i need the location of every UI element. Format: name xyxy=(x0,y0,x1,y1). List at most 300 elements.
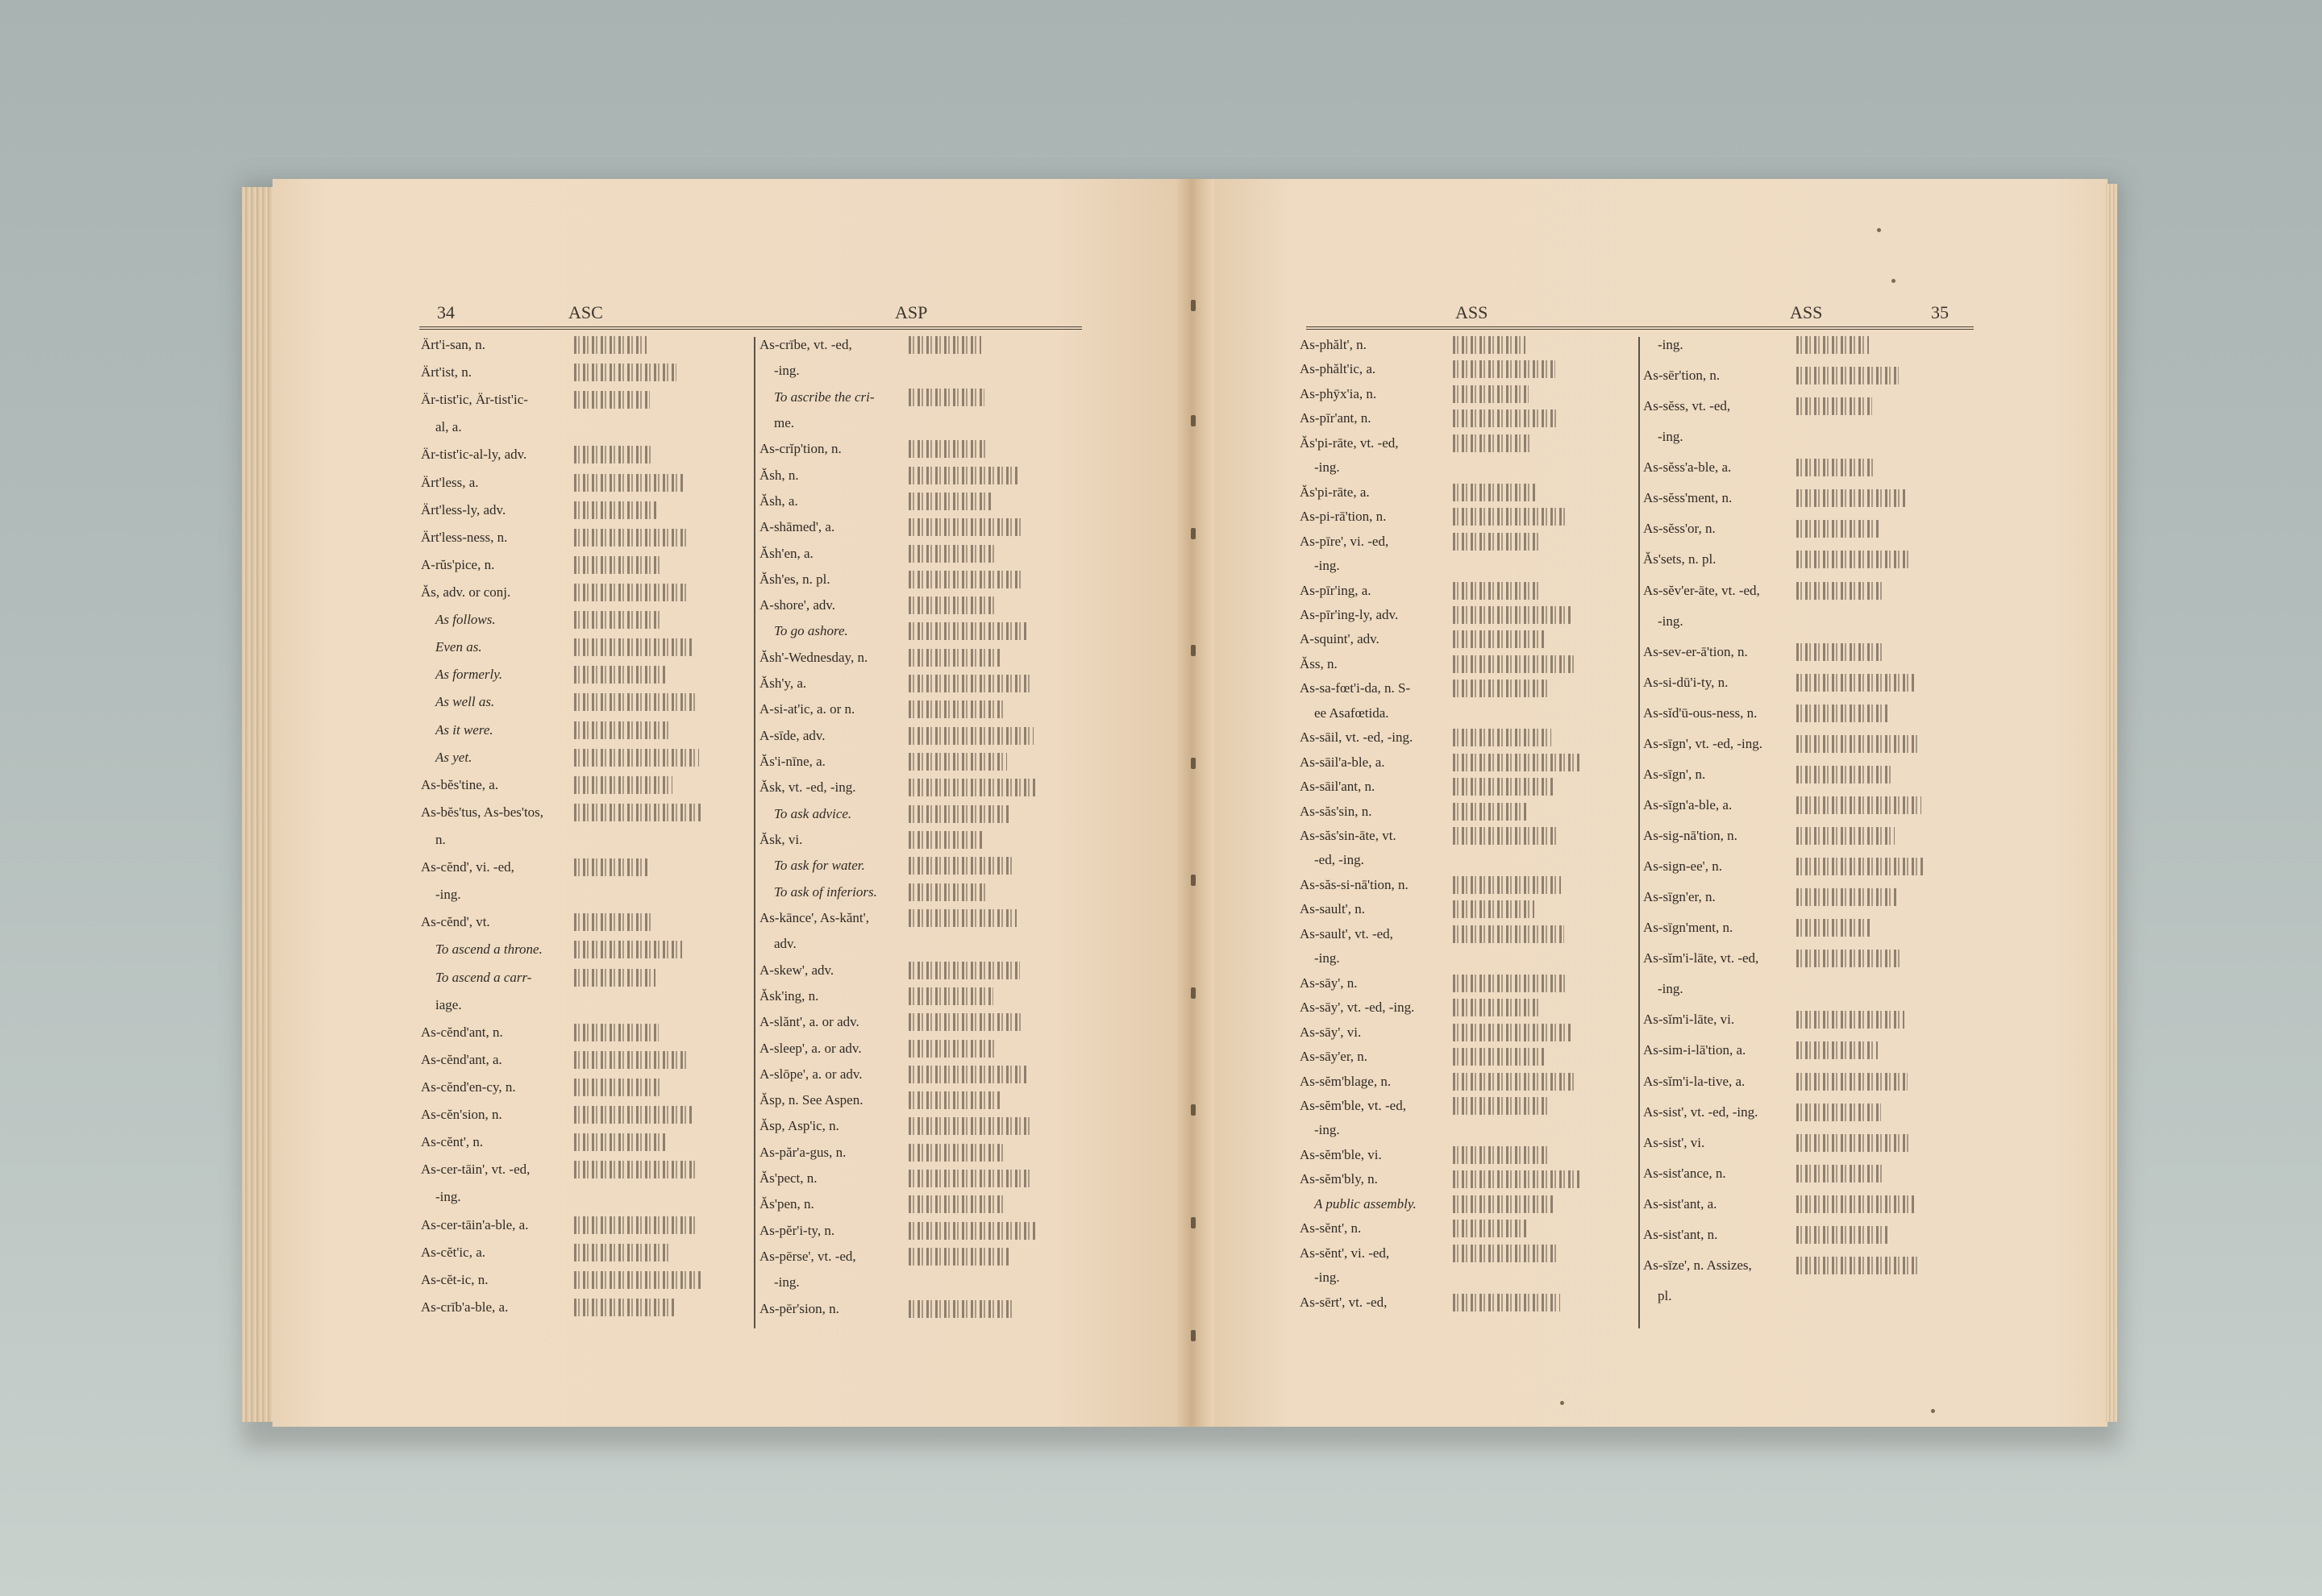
dictionary-entry: -ing. xyxy=(1658,429,1683,445)
left-header-rule xyxy=(419,326,1082,330)
dictionary-entry: Är-tist'ic-al-ly, adv. xyxy=(421,447,527,463)
dictionary-entry: As-sa-fœt'i-da, n. S- xyxy=(1300,680,1411,696)
japanese-gloss xyxy=(909,440,988,458)
dictionary-entry: As-sĕv'er-āte, vt. -ed, xyxy=(1643,582,1760,598)
left-page-number: 34 xyxy=(437,302,455,322)
japanese-gloss xyxy=(1796,520,1879,538)
japanese-gloss xyxy=(574,474,683,492)
japanese-gloss xyxy=(1453,680,1548,697)
dictionary-entry: -ing. xyxy=(1314,1270,1340,1286)
dictionary-entry: As-săs-si-nā'tion, n. xyxy=(1300,876,1409,892)
japanese-gloss xyxy=(574,1216,698,1234)
dictionary-entry: A-sīde, adv. xyxy=(759,727,826,743)
dictionary-entry: As-cer-tāin'a-ble, a. xyxy=(421,1216,529,1232)
japanese-gloss xyxy=(909,987,993,1005)
dictionary-entry: A-sleep', a. or adv. xyxy=(759,1040,862,1056)
dictionary-entry: Ăsk'ing, n. xyxy=(759,987,819,1004)
dictionary-entry: As-pi-rā'tion, n. xyxy=(1300,509,1387,525)
japanese-gloss xyxy=(574,969,655,987)
japanese-gloss xyxy=(1453,975,1567,992)
japanese-gloss xyxy=(1453,925,1564,943)
dictionary-entry: Ăsk, vt. -ed, -ing. xyxy=(759,779,856,796)
dictionary-entry: As-sĕm'ble, vi. xyxy=(1300,1146,1382,1162)
japanese-gloss xyxy=(1796,1103,1881,1121)
japanese-gloss xyxy=(574,501,656,519)
dictionary-entry: As-sault', vt. -ed, xyxy=(1300,925,1393,941)
japanese-gloss xyxy=(1796,1165,1884,1182)
japanese-gloss xyxy=(909,1195,1006,1213)
left-running-head-start: ASC xyxy=(568,302,603,322)
japanese-gloss xyxy=(909,649,1001,667)
dictionary-entry: Ăs'sets, n. pl. xyxy=(1643,551,1717,567)
dictionary-entry: As-sist', vi. xyxy=(1643,1134,1705,1150)
japanese-gloss xyxy=(1453,1048,1544,1066)
dictionary-entry: To ascend a carr- xyxy=(435,969,532,985)
binding-stitch xyxy=(1191,1217,1196,1228)
dictionary-entry: As-sĕss'ment, n. xyxy=(1643,490,1733,506)
japanese-gloss xyxy=(909,675,1030,692)
binding-stitch xyxy=(1191,987,1196,999)
japanese-gloss xyxy=(574,336,647,354)
japanese-gloss xyxy=(1796,336,1869,354)
binding-stitch xyxy=(1191,528,1196,539)
dictionary-entry: As-cĕnd'ant, a. xyxy=(421,1051,502,1067)
japanese-gloss xyxy=(1453,754,1581,771)
dictionary-entry: Ăsh'-Wednesday, n. xyxy=(759,649,868,665)
dictionary-entry: A-si-at'ic, a. or n. xyxy=(759,701,855,717)
dictionary-entry: As follows. xyxy=(435,612,496,628)
japanese-gloss xyxy=(574,446,653,463)
dictionary-entry: As-sim-i-lā'tion, a. xyxy=(1643,1042,1746,1058)
japanese-gloss xyxy=(574,391,650,409)
dictionary-entry: As-cĕnd', vt. xyxy=(421,914,490,930)
dictionary-entry: As-sāil'a-ble, a. xyxy=(1300,754,1385,770)
dictionary-entry: As-sĭm'i-la-tive, a. xyxy=(1643,1073,1746,1089)
left-column-divider xyxy=(754,337,755,1328)
japanese-gloss xyxy=(1453,729,1551,746)
dictionary-entry: As-săs'sin, n. xyxy=(1300,803,1372,819)
dictionary-entry: To ascend a throne. xyxy=(435,941,543,958)
dictionary-entry: As-sīgn', vt. -ed, -ing. xyxy=(1643,735,1763,751)
dictionary-entry: Ärt'less-ly, adv. xyxy=(421,501,506,517)
japanese-gloss xyxy=(1453,409,1558,427)
japanese-gloss xyxy=(1796,1226,1887,1244)
japanese-gloss xyxy=(574,776,672,794)
japanese-gloss xyxy=(1453,630,1545,648)
dictionary-entry: As-phălt'ic, a. xyxy=(1300,361,1376,377)
japanese-gloss xyxy=(1453,1170,1580,1188)
dictionary-entry: As-sault', n. xyxy=(1300,901,1365,917)
japanese-gloss xyxy=(1453,385,1529,403)
paper-speck xyxy=(1931,1409,1935,1413)
japanese-gloss xyxy=(574,749,699,767)
dictionary-entry: As-sēr'tion, n. xyxy=(1643,368,1721,384)
dictionary-entry: As-sĭd'ū-ous-ness, n. xyxy=(1643,704,1758,721)
dictionary-entry: Ärt'i-san, n. xyxy=(421,337,486,352)
japanese-gloss xyxy=(909,883,987,901)
japanese-gloss xyxy=(909,831,984,849)
dictionary-entry: As-sīze', n. Assizes, xyxy=(1643,1257,1752,1273)
japanese-gloss xyxy=(574,638,693,656)
dictionary-entry: -ing. xyxy=(435,887,461,903)
dictionary-entry: Ăss, n. xyxy=(1300,655,1338,671)
right-page-header xyxy=(1306,302,1967,330)
dictionary-entry: As-sist', vt. -ed, -ing. xyxy=(1643,1103,1758,1120)
dictionary-entry: -ing. xyxy=(1658,337,1683,352)
dictionary-entry: To ask for water. xyxy=(774,858,865,874)
dictionary-entry: Ärt'ist, n. xyxy=(421,364,472,380)
dictionary-entry: As formerly. xyxy=(435,667,503,683)
dictionary-entry: Ăs'i-nīne, a. xyxy=(759,754,826,770)
dictionary-entry: As-sĕm'ble, vt. -ed, xyxy=(1300,1097,1406,1113)
dictionary-entry: As-cĕnt', n. xyxy=(421,1134,484,1150)
japanese-gloss xyxy=(909,753,1007,771)
dictionary-entry: To go ashore. xyxy=(774,623,848,639)
dictionary-entry: Ăsh'y, a. xyxy=(759,675,807,692)
japanese-gloss xyxy=(1796,489,1905,507)
japanese-gloss xyxy=(1453,1195,1554,1213)
dictionary-entry: As-sāy', vi. xyxy=(1300,1024,1362,1040)
binding-stitch xyxy=(1191,1330,1196,1341)
dictionary-entry: As-sist'ant, n. xyxy=(1643,1226,1718,1242)
dictionary-entry: -ing. xyxy=(774,363,800,379)
dictionary-entry: Ăsh'es, n. pl. xyxy=(759,571,830,587)
dictionary-entry: n. xyxy=(435,832,446,847)
dictionary-entry: As-sīgn', n. xyxy=(1643,766,1706,782)
dictionary-entry: As-pĕr'i-ty, n. xyxy=(759,1222,835,1238)
dictionary-entry: iage. xyxy=(435,996,462,1012)
japanese-gloss xyxy=(574,666,666,684)
japanese-gloss xyxy=(1453,606,1571,624)
japanese-gloss xyxy=(909,909,1017,927)
japanese-gloss xyxy=(1796,950,1901,967)
japanese-gloss xyxy=(909,518,1021,536)
dictionary-entry: As-cĕt'ic, a. xyxy=(421,1244,485,1260)
japanese-gloss xyxy=(574,721,669,739)
japanese-gloss xyxy=(574,611,663,629)
dictionary-entry: As-sāy', n. xyxy=(1300,975,1358,991)
japanese-gloss xyxy=(1453,508,1565,526)
dictionary-entry: To ask of inferiors. xyxy=(774,883,877,900)
japanese-gloss xyxy=(909,1013,1023,1031)
japanese-gloss xyxy=(1796,397,1872,415)
japanese-gloss xyxy=(909,1117,1030,1135)
dictionary-entry: -ed, -ing. xyxy=(1314,852,1364,868)
japanese-gloss xyxy=(1453,1245,1557,1262)
page-edges-left xyxy=(242,187,274,1422)
japanese-gloss xyxy=(1453,1097,1547,1115)
japanese-gloss xyxy=(1453,582,1542,600)
dictionary-entry: As-cer-tāin', vt. -ed, xyxy=(421,1162,531,1178)
japanese-gloss xyxy=(909,596,997,614)
dictionary-entry: A-shore', adv. xyxy=(759,597,836,613)
dictionary-entry: Ăsh, a. xyxy=(759,493,798,509)
japanese-gloss xyxy=(574,1106,692,1124)
dictionary-entry: Ăsk, vi. xyxy=(759,832,803,847)
dictionary-entry: As-sĭm'i-lāte, vi. xyxy=(1643,1012,1735,1028)
dictionary-entry: As-sāy'er, n. xyxy=(1300,1049,1368,1065)
dictionary-entry: A-slănt', a. or adv. xyxy=(759,1014,859,1030)
japanese-gloss xyxy=(574,556,660,574)
japanese-gloss xyxy=(909,622,1027,640)
dictionary-entry: As-sist'ant, a. xyxy=(1643,1195,1717,1212)
dictionary-entry: Ärt'less-ness, n. xyxy=(421,529,508,545)
dictionary-entry: -ing. xyxy=(435,1189,461,1205)
dictionary-entry: -ing. xyxy=(1314,1122,1340,1138)
japanese-gloss xyxy=(909,1248,1009,1266)
japanese-gloss xyxy=(909,1170,1033,1187)
japanese-gloss xyxy=(574,913,652,931)
dictionary-entry: As it were. xyxy=(435,721,493,738)
dictionary-entry: As-pīr'ing, a. xyxy=(1300,582,1371,598)
dictionary-entry: -ing. xyxy=(1658,981,1683,997)
dictionary-entry: Ăs'pi-rāte, vt. -ed, xyxy=(1300,434,1399,451)
japanese-gloss xyxy=(1453,803,1528,821)
dictionary-entry: As-sĕss'or, n. xyxy=(1643,521,1716,537)
right-header-rule xyxy=(1306,326,1974,330)
dictionary-entry: As-kānce', As-kănt', xyxy=(759,909,869,925)
japanese-gloss xyxy=(909,805,1010,823)
dictionary-entry: As-sig-nā'tion, n. xyxy=(1643,828,1737,843)
japanese-gloss xyxy=(1453,876,1561,894)
dictionary-entry: Ăsh, n. xyxy=(759,467,799,483)
japanese-gloss xyxy=(1453,655,1575,673)
dictionary-entry: As-pīr'ing-ly, adv. xyxy=(1300,606,1399,622)
dictionary-entry: As-pīre', vi. -ed, xyxy=(1300,533,1389,549)
dictionary-entry: Ăsp, n. See Aspen. xyxy=(759,1092,863,1108)
dictionary-entry: As-sāy', vt. -ed, -ing. xyxy=(1300,1000,1415,1016)
dictionary-entry: -ing. xyxy=(1658,613,1683,629)
dictionary-entry: A-squint', adv. xyxy=(1300,631,1379,647)
japanese-gloss xyxy=(909,1144,1003,1162)
dictionary-entry: As-sĕm'blage, n. xyxy=(1300,1073,1392,1089)
dictionary-entry: As-sērt', vt. -ed, xyxy=(1300,1294,1388,1310)
dictionary-entry: As-sīgn'er, n. xyxy=(1643,889,1716,905)
dictionary-entry: As-cĕt-ic, n. xyxy=(421,1271,489,1287)
japanese-gloss xyxy=(909,1066,1026,1083)
japanese-gloss xyxy=(1453,999,1541,1016)
dictionary-entry: As-sev-er-ā'tion, n. xyxy=(1643,643,1748,659)
dictionary-entry: As well as. xyxy=(435,694,495,710)
dictionary-entry: As-crībe, vt. -ed, xyxy=(759,337,852,352)
right-column-divider xyxy=(1638,337,1640,1328)
dictionary-entry: Ăsh'en, a. xyxy=(759,545,814,561)
dictionary-entry: As-pīr'ant, n. xyxy=(1300,410,1371,426)
japanese-gloss xyxy=(1453,1294,1560,1311)
japanese-gloss xyxy=(909,336,981,354)
dictionary-entry: ee Asafœtida. xyxy=(1314,704,1389,721)
paper-speck xyxy=(1891,279,1895,283)
japanese-gloss xyxy=(1796,888,1898,906)
dictionary-entry: As-bĕs'tus, As-bes'tos, xyxy=(421,804,544,820)
dictionary-entry: As-sign-ee', n. xyxy=(1643,858,1722,875)
dictionary-entry: -ing. xyxy=(1314,459,1340,476)
binding-stitch xyxy=(1191,758,1196,769)
dictionary-entry: As-sist'ance, n. xyxy=(1643,1165,1726,1181)
dictionary-entry: As yet. xyxy=(435,749,472,765)
dictionary-entry: As-sĕm'bly, n. xyxy=(1300,1171,1378,1187)
dictionary-entry: Ăs'pi-rāte, a. xyxy=(1300,484,1370,500)
dictionary-entry: As-si-dū'i-ty, n. xyxy=(1643,674,1729,690)
japanese-gloss xyxy=(1796,674,1915,692)
dictionary-entry: A-slōpe', a. or adv. xyxy=(759,1066,863,1082)
japanese-gloss xyxy=(909,389,984,406)
dictionary-entry: -ing. xyxy=(774,1274,800,1291)
japanese-gloss xyxy=(574,1079,662,1096)
dictionary-entry: As-sĕnt', n. xyxy=(1300,1220,1362,1236)
binding-stitch xyxy=(1191,645,1196,656)
japanese-gloss xyxy=(574,364,676,381)
dictionary-entry: As-cĕn'sion, n. xyxy=(421,1107,502,1123)
dictionary-entry: To ask advice. xyxy=(774,805,852,821)
dictionary-entry: -ing. xyxy=(1314,950,1340,966)
japanese-gloss xyxy=(1796,551,1908,568)
japanese-gloss xyxy=(574,804,702,821)
dictionary-entry: As-cĕnd', vi. -ed, xyxy=(421,859,514,875)
dictionary-entry: A public assembly. xyxy=(1314,1195,1417,1212)
japanese-gloss xyxy=(1453,900,1534,918)
japanese-gloss xyxy=(1796,1257,1917,1274)
japanese-gloss xyxy=(574,584,689,601)
japanese-gloss xyxy=(574,1299,675,1316)
dictionary-entry: As-sāil, vt. -ed, -ing. xyxy=(1300,729,1413,746)
japanese-gloss xyxy=(909,467,1017,484)
dictionary-entry: As-cĕnd'ant, n. xyxy=(421,1024,503,1040)
japanese-gloss xyxy=(1796,1041,1878,1059)
paper-speck xyxy=(1877,228,1881,232)
dictionary-entry: As-sāil'ant, n. xyxy=(1300,779,1375,795)
dictionary-entry: As-sĭm'i-lāte, vt. -ed, xyxy=(1643,950,1759,966)
dictionary-entry: As-sīgn'a-ble, a. xyxy=(1643,796,1733,813)
binding-stitch xyxy=(1191,875,1196,886)
japanese-gloss xyxy=(1453,434,1532,452)
japanese-gloss xyxy=(909,571,1024,588)
dictionary-entry: A-rŭs'pice, n. xyxy=(421,556,495,572)
dictionary-entry: To ascribe the cri- xyxy=(774,389,875,405)
japanese-gloss xyxy=(909,962,1020,979)
japanese-gloss xyxy=(909,857,1013,875)
japanese-gloss xyxy=(1796,766,1891,783)
japanese-gloss xyxy=(1796,1134,1911,1152)
japanese-gloss xyxy=(574,1244,672,1261)
japanese-gloss xyxy=(1796,858,1925,875)
japanese-gloss xyxy=(574,1024,659,1041)
dictionary-entry: Ăsp, Asp'ic, n. xyxy=(759,1118,839,1134)
japanese-gloss xyxy=(909,545,994,563)
japanese-gloss xyxy=(1453,1220,1527,1237)
japanese-gloss xyxy=(1796,1195,1914,1213)
dictionary-entry: -ing. xyxy=(1314,558,1340,574)
dictionary-entry: As-sīgn'ment, n. xyxy=(1643,920,1733,936)
japanese-gloss xyxy=(1453,360,1555,378)
dictionary-entry: Ăs'pect, n. xyxy=(759,1170,818,1187)
japanese-gloss xyxy=(1453,1073,1574,1091)
japanese-gloss xyxy=(1453,827,1558,845)
japanese-gloss xyxy=(574,1133,665,1151)
japanese-gloss xyxy=(1796,1011,1904,1029)
dictionary-entry: Ăs'pen, n. xyxy=(759,1196,814,1212)
dictionary-entry: adv. xyxy=(774,936,797,952)
japanese-gloss xyxy=(574,1161,695,1178)
paper-speck xyxy=(1560,1401,1564,1405)
japanese-gloss xyxy=(1453,336,1525,354)
right-running-head-end: ASS xyxy=(1790,302,1823,322)
japanese-gloss xyxy=(574,1051,689,1069)
dictionary-entry: A-shāmed', a. xyxy=(759,519,835,535)
dictionary-entry: As-bĕs'tine, a. xyxy=(421,776,499,792)
dictionary-entry: As-crĭp'tion, n. xyxy=(759,441,842,457)
binding-stitch xyxy=(1191,415,1196,426)
japanese-gloss xyxy=(1796,459,1875,476)
dictionary-entry: As-sĕss, vt. -ed, xyxy=(1643,398,1731,414)
japanese-gloss xyxy=(1796,643,1885,661)
dictionary-entry: Ăs, adv. or conj. xyxy=(421,584,511,600)
japanese-gloss xyxy=(909,1300,1013,1318)
japanese-gloss xyxy=(909,1040,997,1058)
dictionary-entry: al, a. xyxy=(435,419,462,435)
japanese-gloss xyxy=(574,529,686,547)
binding-stitch xyxy=(1191,300,1196,311)
japanese-gloss xyxy=(1796,919,1871,937)
book-spine xyxy=(1177,179,1214,1427)
binding-stitch xyxy=(1191,1104,1196,1116)
japanese-gloss xyxy=(1796,735,1918,753)
japanese-gloss xyxy=(909,1091,1000,1109)
japanese-gloss xyxy=(1453,533,1538,551)
japanese-gloss xyxy=(1796,704,1888,722)
japanese-gloss xyxy=(574,858,649,876)
japanese-gloss xyxy=(1796,796,1921,814)
dictionary-entry: Ärt'less, a. xyxy=(421,474,479,490)
japanese-gloss xyxy=(1796,582,1882,600)
right-page-number: 35 xyxy=(1931,302,1949,322)
japanese-gloss xyxy=(909,1222,1036,1240)
japanese-gloss xyxy=(1453,1146,1550,1164)
page-edges-right xyxy=(2106,184,2117,1422)
dictionary-entry: As-pēr'sion, n. xyxy=(759,1300,839,1316)
dictionary-entry: As-crīb'a-ble, a. xyxy=(421,1299,509,1315)
dictionary-entry: As-phȳx'ia, n. xyxy=(1300,385,1377,401)
dictionary-entry: As-sĕss'a-ble, a. xyxy=(1643,459,1732,476)
dictionary-entry: As-păr'a-gus, n. xyxy=(759,1144,847,1160)
dictionary-entry: As-pērse', vt. -ed, xyxy=(759,1249,856,1265)
dictionary-entry: Even as. xyxy=(435,639,482,655)
dictionary-entry: Är-tist'ic, Är-tist'ic- xyxy=(421,392,528,408)
japanese-gloss xyxy=(1796,1073,1908,1091)
japanese-gloss xyxy=(1796,827,1895,845)
japanese-gloss xyxy=(1796,367,1899,384)
dictionary-entry: As-sĕnt', vi. -ed, xyxy=(1300,1245,1390,1261)
dictionary-entry: As-săs'sin-āte, vt. xyxy=(1300,828,1396,843)
left-page-header xyxy=(419,302,1080,330)
japanese-gloss xyxy=(574,693,696,711)
japanese-gloss xyxy=(909,727,1034,745)
japanese-gloss xyxy=(574,941,682,958)
left-page xyxy=(273,179,1192,1427)
japanese-gloss xyxy=(909,779,1037,796)
japanese-gloss xyxy=(1453,1024,1571,1041)
japanese-gloss xyxy=(1453,484,1535,501)
japanese-gloss xyxy=(574,1271,701,1289)
japanese-gloss xyxy=(909,493,991,510)
dictionary-entry: A-skew', adv. xyxy=(759,962,834,978)
left-running-head-end: ASP xyxy=(895,302,928,322)
dictionary-entry: As-phălt', n. xyxy=(1300,337,1367,352)
japanese-gloss xyxy=(909,700,1004,718)
dictionary-entry: pl. xyxy=(1658,1287,1672,1303)
japanese-gloss xyxy=(1453,778,1554,796)
right-running-head-start: ASS xyxy=(1455,302,1488,322)
